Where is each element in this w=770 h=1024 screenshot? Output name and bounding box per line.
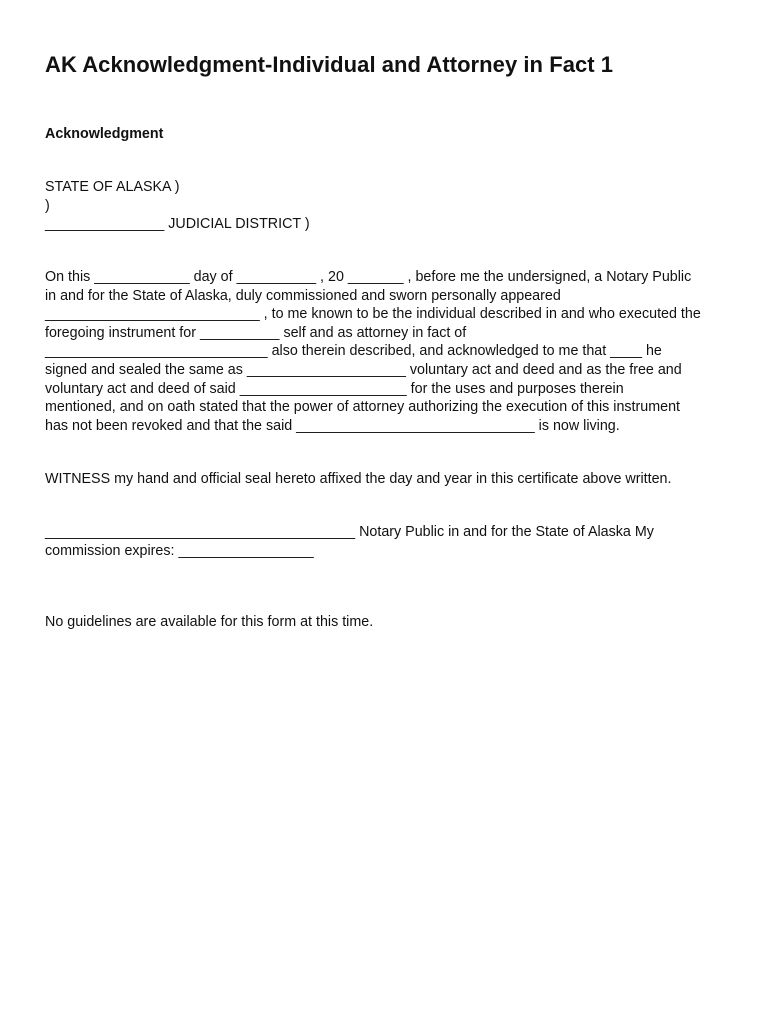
paragraph-line: ____________________________ also therein described, and acknowledged to me that ____ he [45,343,662,360]
venue-line: _______________ JUDICIAL DISTRICT ) [45,216,310,233]
document-title: AK Acknowledgment-Individual and Attorney in Fact 1 [45,52,614,77]
paragraph-line: foregoing instrument for __________ self and as attorney in fact of [45,324,467,341]
witness-block [45,470,671,489]
guidelines-note [45,613,373,632]
paragraph-line: ___________________________ , to me known to be the individual described in and who executed the [45,306,701,323]
venue-line: STATE OF ALASKA ) [45,179,180,195]
section-heading: Acknowledgment [45,126,164,142]
paragraph-line: signed and sealed the same as ____________________ voluntary act and deed and as the free and [45,361,682,378]
paragraph-line: On this ____________ day of __________ , 20 _______ , before me the undersigned, a Notary Public [45,269,692,285]
commission-expires-line: commission expires: _________________ [45,542,314,559]
guidelines-line: No guidelines are available for this form at this time. [45,614,374,630]
notary-signature-block [45,523,654,560]
paragraph-line: mentioned, and on oath stated that the power of attorney authorizing the execution of this instrument [45,399,681,416]
acknowledgment-paragraph [45,268,701,435]
paragraph-line: voluntary act and deed of said _____________________ for the uses and purposes therein [45,380,624,397]
witness-line: WITNESS my hand and official seal hereto affixed the day and year in this certificate above written. [45,471,672,487]
venue-block [45,178,310,234]
signature-line: _______________________________________ Notary Public in and for the State of Alaska My [45,524,654,540]
paragraph-line: in and for the State of Alaska, duly commissioned and sworn personally appeared [45,287,561,304]
venue-line: ) [45,197,50,214]
paragraph-line: has not been revoked and that the said ______________________________ is now living. [45,417,620,434]
